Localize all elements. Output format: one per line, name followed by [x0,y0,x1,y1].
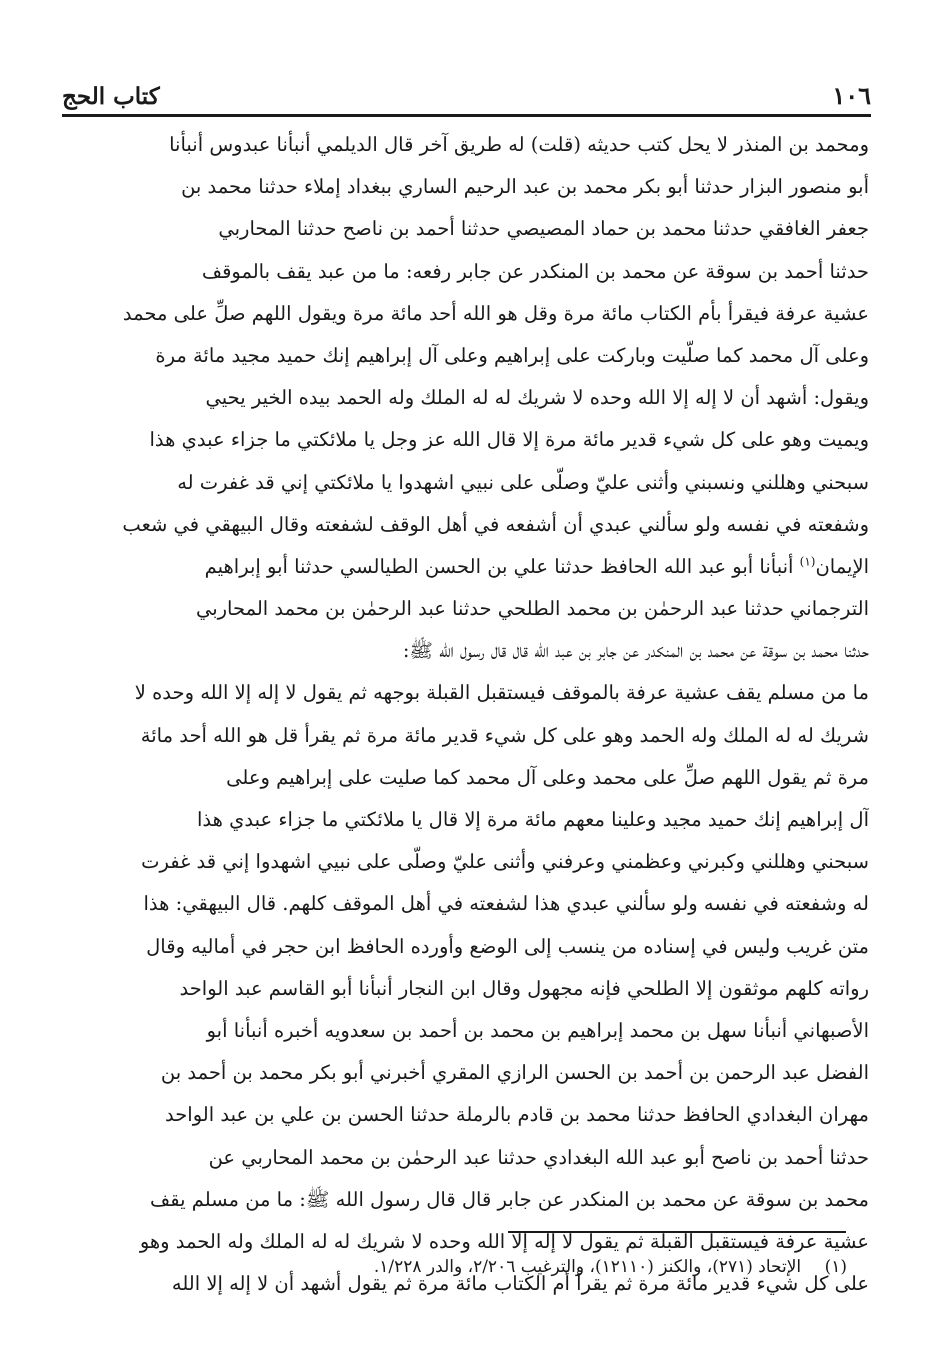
text-line: حدثنا أحمد بن ناصح أبو عبد الله البغدادي حدثنا عبد الرحمٰن بن محمد المحاربي عن [208,1145,869,1169]
footnote-divider [508,1231,846,1233]
text-line-with-footnote [64,546,869,588]
header-divider [62,114,871,117]
footnote-text: الإتحاد (٢٧١)، والكنز (١٢١١٠)، والترغيب ٢/٢٠٦، والدر ١/٢٢٨. [373,1257,802,1277]
text-line: على كل شيء قدير مائة مرة ثم يقرأ أم الكتاب مائة مرة ثم يقول أشهد أن لا إله إلا الله [171,1272,869,1296]
page-header [62,70,871,110]
text-line: الأصبهاني أنبأنا سهل بن محمد إبراهيم بن محمد بن أحمد بن سعدويه أخبره أنبأنا أبو [206,1018,869,1042]
text-line: سبحني وهللني ونسبني وأثنى عليّ وصلّى على نبيي اشهدوا يا ملائكتي إني قد غفرت له [177,470,869,494]
text-line: وعلى آل محمد كما صلّيت وباركت على إبراهيم وعلى آل إبراهيم إنك حميد مجيد مائة مرة [155,343,869,367]
text-line: أبو منصور البزار حدثنا أبو بكر محمد بن عبد الرحيم الساري ببغداد إملاء حدثنا محمد بن [181,175,869,199]
text-segment: أنبأنا أبو عبد الله الحافظ حدثنا علي بن الحسن الطيالسي حدثنا أبو إبراهيم [204,554,800,578]
text-line: آل إبراهيم إنك حميد مجيد وعلينا معهم مائة مرة إلا قال يا ملائكتي ما جزاء عبدي هذا [196,808,869,831]
text-line: رواته كلهم موثقون إلا الطلحي فإنه مجهول وقال ابن النجار أنبأنا أبو القاسم عبد الواحد [179,976,869,1000]
main-text [64,124,869,1305]
text-line: وشفعته في نفسه ولو سألني عبدي أن أشفعه في أهل الوقف لشفعته وقال البيهقي في شعب [122,512,869,536]
footnote [64,1250,847,1284]
text-line: جعفر الغافقي حدثنا محمد بن حماد المصيصي حدثنا أحمد بن ناصح حدثنا المحاربي [218,217,869,241]
page-number: ١٠٦ [832,81,871,110]
text-line: مهران البغدادي الحافظ حدثنا محمد بن قادم بالرملة حدثنا الحسن بن علي بن عبد الواحد [165,1103,869,1127]
text-line: ويميت وهو على كل شيء قدير مائة مرة إلا قال الله عز وجل يا ملائكتي ما جزاء عبدي هذا [149,428,869,452]
text-line: شريك له له الملك وله الحمد وهو على كل شيء قدير مائة مرة ثم يقرأ قل هو الله أحد مائة [140,723,869,747]
text-line: عشية عرفة فيقرأ بأم الكتاب مائة مرة وقل هو الله أحد مائة مرة ويقول اللهم صلِّ على محمد [122,301,869,325]
text-line: الفضل عبد الرحمن بن أحمد بن الحسن الرازي المقري أخبرني أبو بكر محمد بن أحمد بن [160,1061,869,1085]
text-line: ويقول: أشهد أن لا إله إلا الله وحده لا شريك له له الملك وله الحمد بيده الخير يحيي [205,386,869,410]
text-line: سبحني وهللني وكبرني وعظمني وعرفني وأثنى عليّ وصلّى على نبيي اشهدوا إني قد غفرت [141,850,869,874]
text-line: حدثنا أحمد بن سوقة عن محمد بن المنكدر عن جابر رفعه: ما من عبد يقف بالموقف [201,259,869,283]
footnote-reference[interactable]: (١) [799,554,816,569]
text-line: متن غريب وليس في إسناده من ينسب إلى الوضع وأورده الحافظ ابن حجر في أماليه وقال [146,934,869,958]
text-line: مرة ثم يقول اللهم صلِّ على محمد وعلى آل محمد كما صليت على إبراهيم وعلى [226,765,869,789]
text-line: ومحمد بن المنذر لا يحل كتب حديثه (قلت) له طريق آخر قال الديلمي أنبأنا عبدوس أنبأنا [169,133,869,156]
text-line: حدثنا محمد بن سوقة عن محمد بن المنكدر عن جابر بن عبد الله قال قال رسول الله ﷺ: [402,639,869,663]
text-line: محمد بن سوقة عن محمد بن المنكدر عن جابر قال قال رسول الله ﷺ: ما من مسلم يقف [150,1187,869,1211]
footnote-number: (١) [824,1257,847,1277]
text-line: الترجماني حدثنا عبد الرحمٰن بن محمد الطلحي حدثنا عبد الرحمٰن بن محمد المحاربي [195,597,869,621]
text-line: عشية عرفة فيستقبل القبلة ثم يقول لا إله إلا الله وحده لا شريك له له الملك وله الحمد وهو [139,1229,869,1253]
text-segment: الإيمان [815,554,869,578]
text-line: ما من مسلم يقف عشية عرفة بالموقف فيستقبل القبلة بوجهه ثم يقول لا إله إلا الله وحده لا [134,681,869,705]
text-line: له وشفعته في نفسه ولو سألني عبدي هذا لشفعته في أهل الموقف كلهم. قال البيهقي: هذا [143,892,869,916]
chapter-title: كتاب الحج [62,83,160,110]
